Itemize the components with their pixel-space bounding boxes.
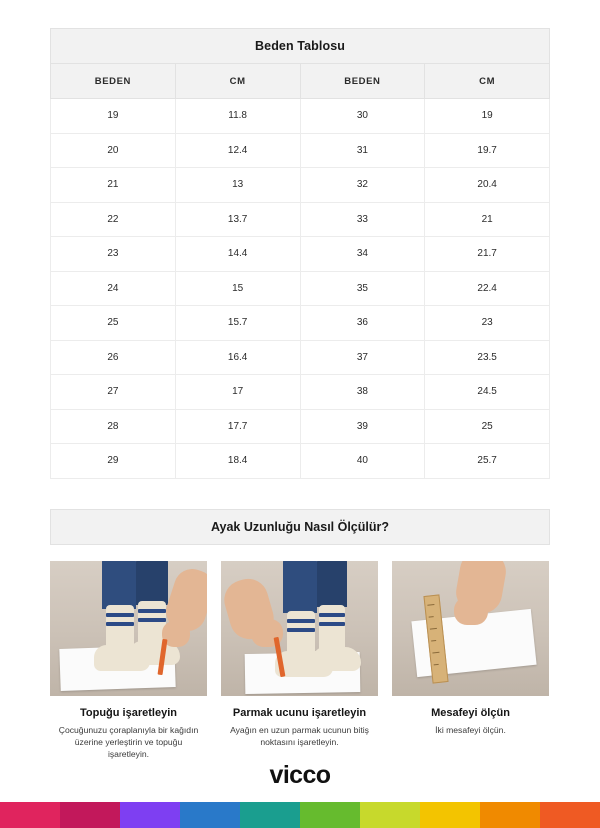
cell: 27: [51, 375, 176, 410]
size-table: [50, 63, 550, 479]
table-row: [51, 99, 550, 134]
size-table-title-bar: [50, 28, 550, 63]
color-swatch: [180, 802, 240, 828]
cell: 32: [300, 168, 425, 203]
cell: 17.7: [175, 409, 300, 444]
measure-step-2: [221, 561, 378, 761]
column-header-beden-2: BEDEN: [300, 64, 425, 99]
step-description: Ayağın en uzun parmak ucunun bitiş noktasını işaretleyin.: [230, 724, 369, 747]
step-caption: Parmak ucunu işaretleyin: [232, 706, 367, 719]
color-swatch: [240, 802, 300, 828]
cell: 22: [51, 202, 176, 237]
footer: [0, 761, 600, 828]
cell: 28: [51, 409, 176, 444]
cell: 17: [175, 375, 300, 410]
cell: 37: [300, 340, 425, 375]
table-row: [51, 271, 550, 306]
cell: 25.7: [425, 444, 550, 479]
table-row: [51, 409, 550, 444]
cell: 24.5: [425, 375, 550, 410]
measure-steps: [50, 561, 550, 761]
step-description: İki mesafeyi ölçün.: [435, 724, 506, 735]
cell: 40: [300, 444, 425, 479]
measure-step-3: [392, 561, 549, 761]
table-header-row: [51, 64, 550, 99]
cell: 13: [175, 168, 300, 203]
color-swatch: [480, 802, 540, 828]
cell: 21.7: [425, 237, 550, 272]
color-swatch: [120, 802, 180, 828]
table-row: [51, 444, 550, 479]
distance-measuring-photo: [392, 561, 549, 696]
color-swatch: [60, 802, 120, 828]
cell: 14.4: [175, 237, 300, 272]
table-row: [51, 168, 550, 203]
table-row: [51, 306, 550, 341]
table-row: [51, 202, 550, 237]
cell: 24: [51, 271, 176, 306]
cell: 33: [300, 202, 425, 237]
table-row: [51, 237, 550, 272]
cell: 15.7: [175, 306, 300, 341]
cell: 25: [51, 306, 176, 341]
cell: 19.7: [425, 133, 550, 168]
heel-marking-photo: [50, 561, 207, 696]
cell: 20.4: [425, 168, 550, 203]
cell: 12.4: [175, 133, 300, 168]
cell: 35: [300, 271, 425, 306]
column-header-cm-2: CM: [425, 64, 550, 99]
step-caption: Topuğu işaretleyin: [80, 706, 177, 719]
cell: 29: [51, 444, 176, 479]
cell: 19: [51, 99, 176, 134]
cell: 13.7: [175, 202, 300, 237]
cell: 30: [300, 99, 425, 134]
cell: 19: [425, 99, 550, 134]
size-guide-page: [0, 28, 600, 828]
column-header-cm-1: CM: [175, 64, 300, 99]
cell: 34: [300, 237, 425, 272]
color-swatch: [540, 802, 600, 828]
color-swatch: [360, 802, 420, 828]
cell: 38: [300, 375, 425, 410]
size-table-title: Beden Tablosu: [255, 39, 345, 53]
cell: 21: [51, 168, 176, 203]
cell: 23: [425, 306, 550, 341]
table-row: [51, 133, 550, 168]
cell: 20: [51, 133, 176, 168]
cell: 23: [51, 237, 176, 272]
measure-step-1: [50, 561, 207, 761]
step-description: Çocuğunuzu çoraplanıyla bir kağıdın üzerine yerleştirin ve topuğu işaretleyin.: [58, 724, 199, 760]
column-header-beden-1: BEDEN: [51, 64, 176, 99]
cell: 36: [300, 306, 425, 341]
table-row: [51, 340, 550, 375]
cell: 31: [300, 133, 425, 168]
cell: 16.4: [175, 340, 300, 375]
cell: 22.4: [425, 271, 550, 306]
cell: 39: [300, 409, 425, 444]
measure-title-bar: [50, 509, 550, 545]
color-swatch: [300, 802, 360, 828]
brand-logo: vicco: [269, 761, 331, 789]
color-swatch: [0, 802, 60, 828]
cell: 26: [51, 340, 176, 375]
color-swatch: [420, 802, 480, 828]
toe-marking-photo: [221, 561, 378, 696]
cell: 18.4: [175, 444, 300, 479]
step-caption: Mesafeyi ölçün: [431, 706, 510, 719]
cell: 21: [425, 202, 550, 237]
table-row: [51, 375, 550, 410]
color-bar: [0, 802, 600, 828]
measure-title: Ayak Uzunluğu Nasıl Ölçülür?: [210, 519, 390, 534]
cell: 11.8: [175, 99, 300, 134]
cell: 23.5: [425, 340, 550, 375]
cell: 15: [175, 271, 300, 306]
cell: 25: [425, 409, 550, 444]
